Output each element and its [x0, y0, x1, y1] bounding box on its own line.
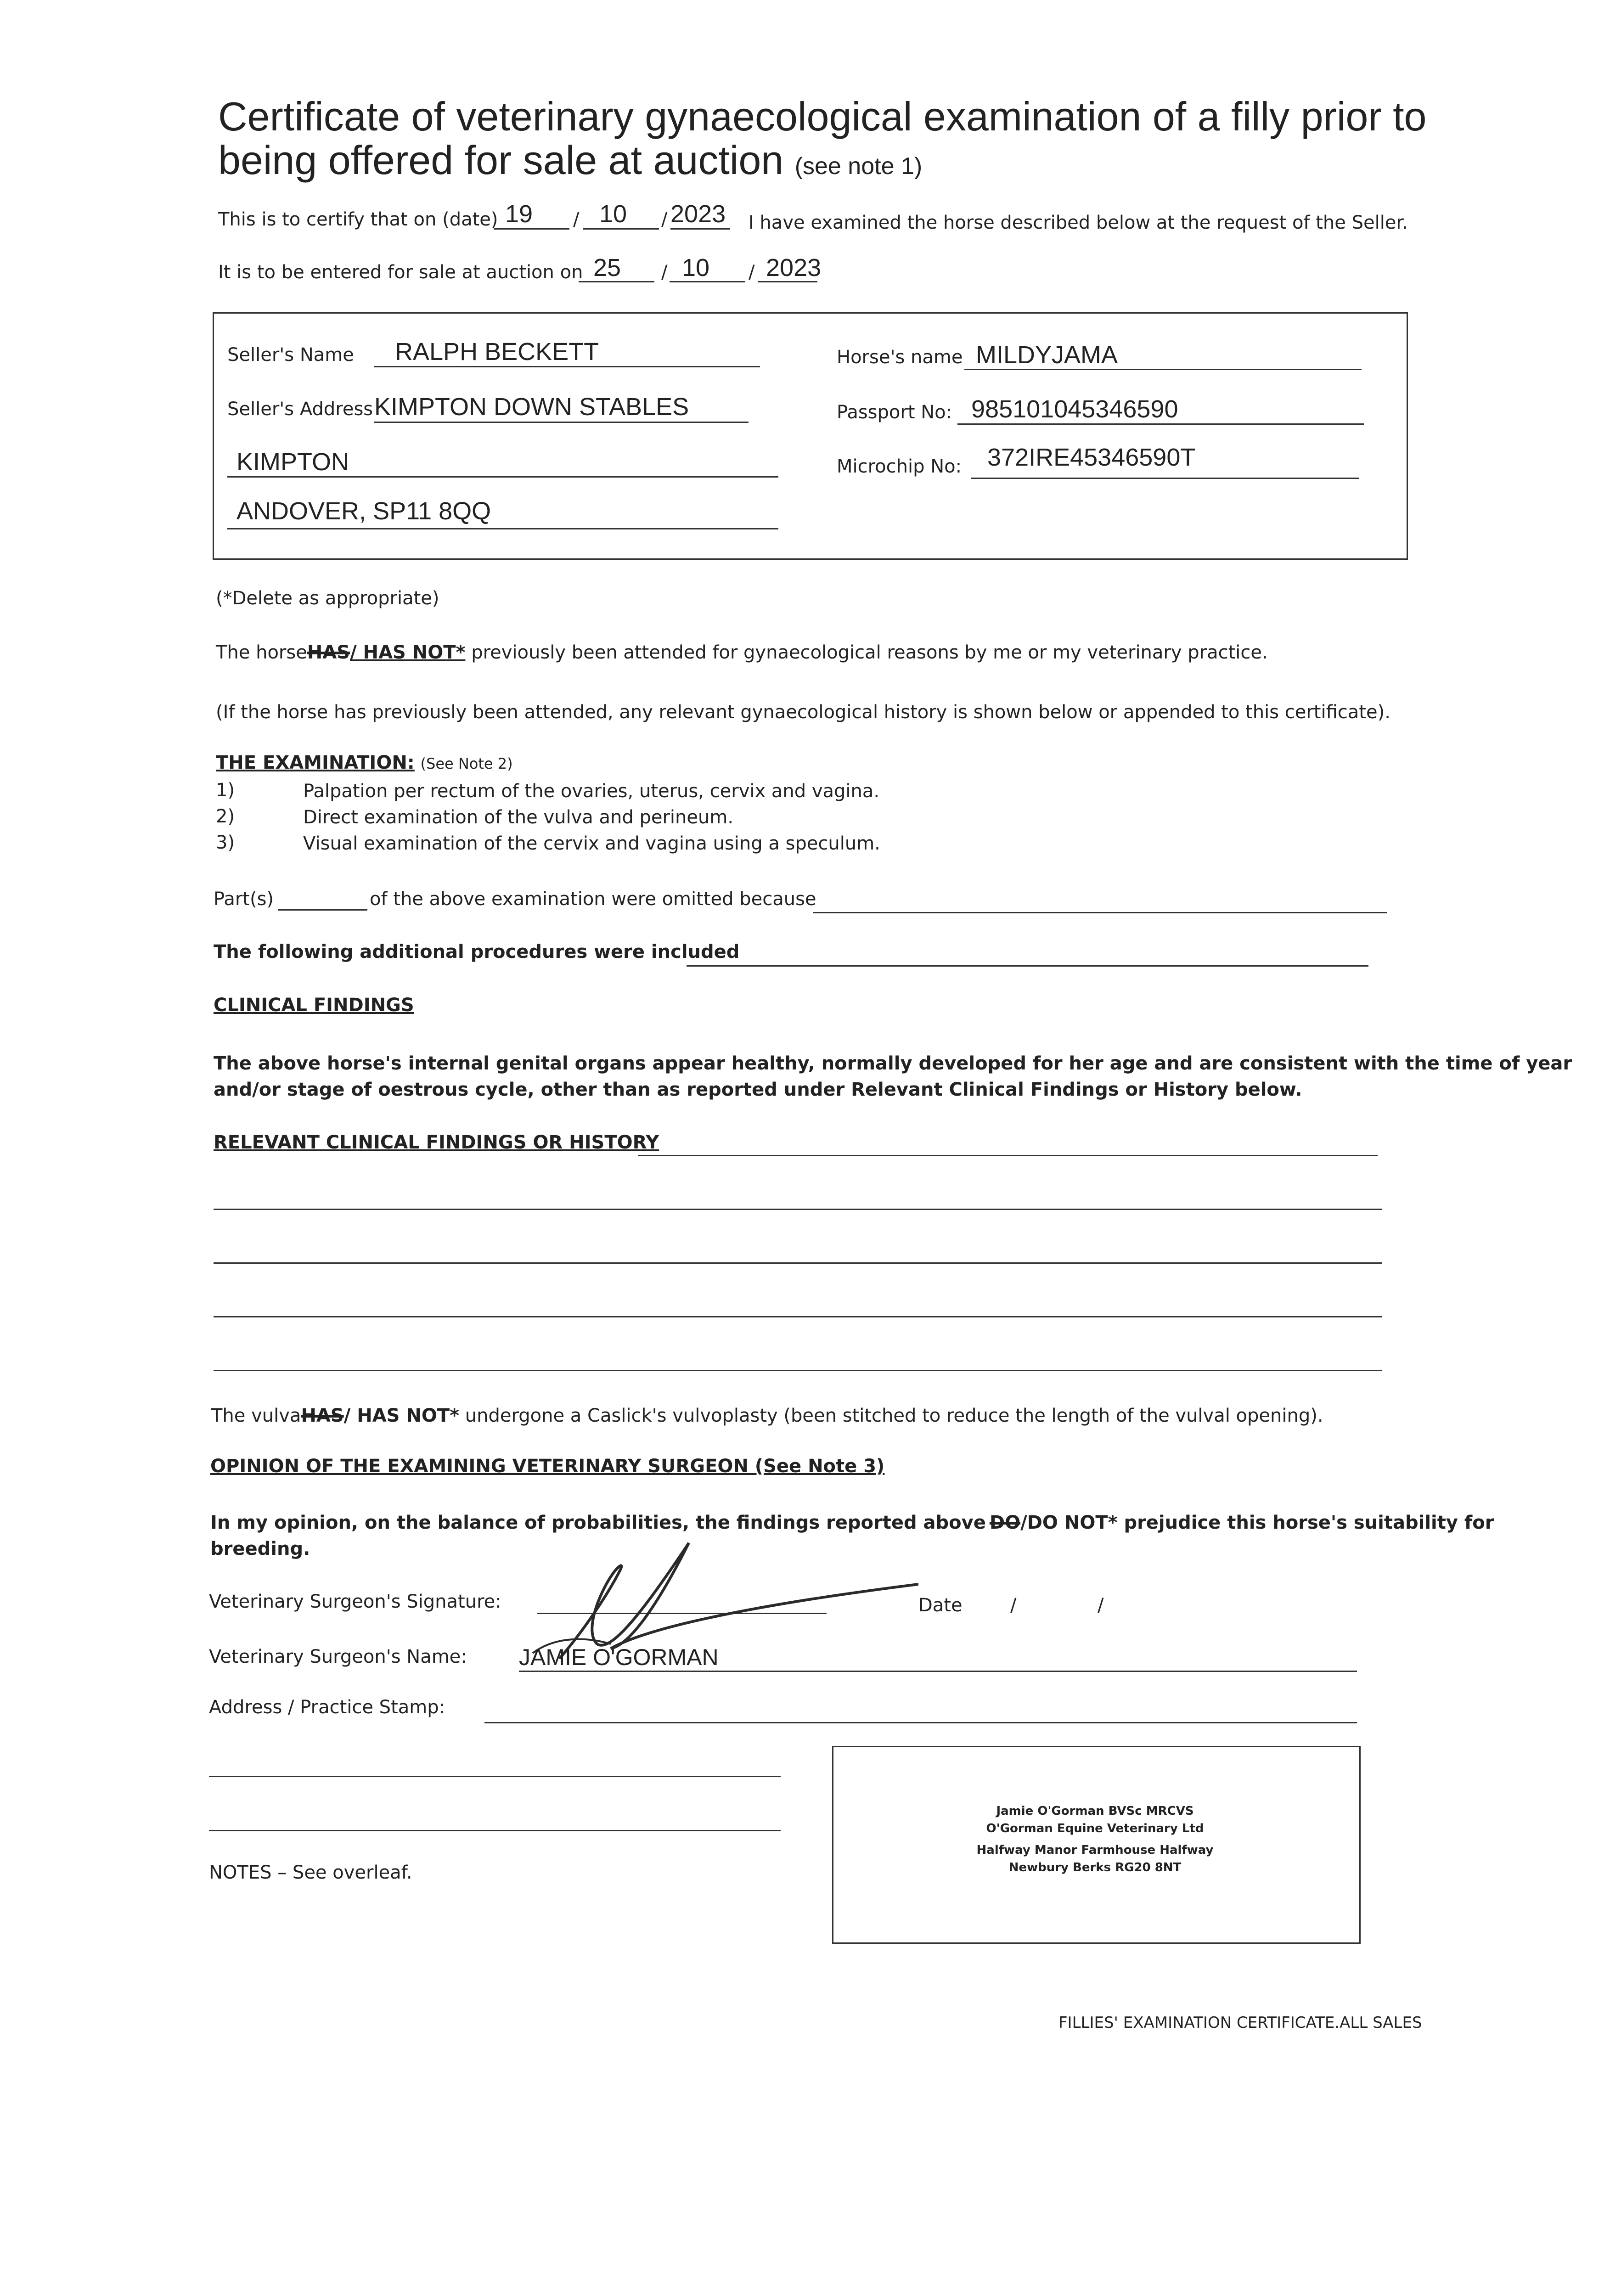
address-line: [209, 1776, 781, 1777]
seller-name-label: Seller's Name: [227, 344, 354, 366]
vulva-suffix: undergone a Caslick's vulvoplasty (been stitched to reduce the length of the vulval opening).: [465, 1405, 1323, 1426]
exam-year: 2023: [670, 200, 726, 228]
exam-day: 19: [505, 200, 533, 228]
title-text: being offered for sale at auction: [218, 137, 784, 183]
date-sep: /: [573, 209, 580, 230]
relevant-line: [214, 1209, 1382, 1210]
exam-day-line: [494, 228, 569, 230]
exam-year-line: [670, 228, 730, 230]
vulva-struck: HAS: [301, 1405, 344, 1426]
clinical-statement-line1: The above horse's internal genital organs appear healthy, normally developed for her age and are consistent with the time of year: [214, 1053, 1572, 1074]
vulva-option: / HAS NOT*: [343, 1405, 460, 1426]
auction-day: 25: [593, 254, 621, 281]
attended-suffix: previously been attended for gynaecological reasons by me or my veterinary practice.: [471, 642, 1268, 663]
date-label: Date: [918, 1595, 963, 1616]
relevant-line: [638, 1155, 1378, 1156]
omitted-line: [813, 912, 1387, 913]
microchip-line: [971, 478, 1359, 479]
address-line: [209, 1830, 781, 1831]
date-sep: /: [661, 209, 668, 230]
exam-item-num: 3): [216, 832, 235, 853]
vet-name: JAMIE O'GORMAN: [519, 1644, 719, 1670]
exam-item-text: Direct examination of the vulva and perineum.: [303, 807, 734, 828]
date-sep: /: [1098, 1595, 1104, 1616]
vet-name-line: [519, 1671, 1357, 1672]
auction-label: It is to be entered for sale at auction on: [218, 262, 583, 283]
date-sep: /: [749, 262, 755, 283]
opinion-prefix: In my opinion, on the balance of probabilities, the findings reported above: [210, 1512, 986, 1533]
stamp-line4: Newbury Berks RG20 8NT: [1008, 1861, 1182, 1874]
relevant-line: [214, 1370, 1382, 1371]
signature-label: Veterinary Surgeon's Signature:: [209, 1591, 501, 1612]
exam-month-line: [583, 228, 659, 230]
exam-item-text: Visual examination of the cervix and vagina using a speculum.: [303, 833, 880, 854]
auction-year: 2023: [766, 254, 822, 281]
relevant-line: [214, 1316, 1382, 1317]
examined-text: I have examined the horse described below at the request of the Seller.: [749, 212, 1408, 233]
stamp-line2: O'Gorman Equine Veterinary Ltd: [986, 1822, 1204, 1835]
microchip-number: 372IRE45346590T: [987, 444, 1196, 471]
practice-stamp-line: [484, 1722, 1357, 1723]
relevant-heading: RELEVANT CLINICAL FINDINGS OR HISTORY: [214, 1132, 659, 1153]
history-note: (If the horse has previously been attended, any relevant gynaecological history is shown below or appended to this certificate).: [216, 702, 1390, 723]
page-title-line1: Certificate of veterinary gynaecological examination of a filly prior to: [218, 94, 1427, 139]
passport-number: 985101045346590: [971, 395, 1178, 423]
seller-address-label: Seller's Address: [227, 399, 373, 420]
attended-statement: [216, 642, 1268, 663]
opinion-suffix: /DO NOT* prejudice this horse's suitability for: [1020, 1512, 1494, 1533]
certify-label: This is to certify that on (date): [218, 209, 498, 230]
seller-name-line: [374, 366, 760, 367]
examination-title: THE EXAMINATION:: [216, 752, 415, 773]
attended-struck: HAS: [307, 642, 350, 663]
vet-name-label: Veterinary Surgeon's Name:: [209, 1646, 467, 1667]
omitted-label: of the above examination were omitted because: [370, 889, 816, 910]
exam-month: 10: [599, 200, 627, 228]
notes-label: NOTES – See overleaf.: [209, 1862, 412, 1883]
practice-stamp-label: Address / Practice Stamp:: [209, 1697, 445, 1718]
opinion-struck: DO: [989, 1512, 1021, 1533]
seller-name: RALPH BECKETT: [395, 338, 599, 366]
seller-address-line1: [374, 422, 749, 423]
auction-month: 10: [682, 254, 710, 281]
vulva-prefix: The vulva: [211, 1405, 301, 1426]
delete-note: (*Delete as appropriate): [216, 588, 439, 609]
opinion-line2: breeding.: [210, 1538, 310, 1559]
page-title-line2: [218, 137, 923, 183]
clinical-heading: CLINICAL FINDINGS: [214, 995, 414, 1016]
attended-prefix: The horse: [216, 642, 307, 663]
examination-note: (See Note 2): [420, 755, 513, 772]
date-sep: /: [661, 262, 668, 283]
seller-address1: KIMPTON DOWN STABLES: [374, 393, 689, 421]
additional-label: The following additional procedures were included: [214, 941, 740, 962]
vulva-statement: [211, 1405, 1323, 1426]
stamp-line3: Halfway Manor Farmhouse Halfway: [976, 1843, 1214, 1857]
relevant-line: [214, 1262, 1382, 1264]
passport-line: [957, 423, 1364, 425]
opinion-heading: OPINION OF THE EXAMINING VETERINARY SURGEON (See Note 3): [210, 1456, 885, 1477]
parts-label: Part(s): [214, 889, 274, 910]
horse-name-label: Horse's name: [837, 347, 963, 368]
passport-label: Passport No:: [837, 402, 952, 423]
seller-address-line3: [227, 528, 778, 529]
exam-item-text: Palpation per rectum of the ovaries, uterus, cervix and vagina.: [303, 781, 880, 802]
horse-name: MILDYJAMA: [976, 341, 1118, 369]
clinical-statement-line2: and/or stage of oestrous cycle, other than as reported under Relevant Clinical Findings or History below.: [214, 1079, 1302, 1100]
title-note: (see note 1): [794, 153, 923, 180]
date-sep: /: [1010, 1595, 1017, 1616]
examination-heading: [216, 752, 513, 773]
opinion-line1: [210, 1512, 1494, 1533]
footer-label: FILLIES' EXAMINATION CERTIFICATE.ALL SALES: [1058, 2014, 1422, 2032]
exam-item-num: 2): [216, 806, 235, 827]
seller-address2: KIMPTON: [236, 448, 349, 476]
exam-item-num: 1): [216, 780, 235, 801]
additional-line: [687, 965, 1368, 967]
seller-address-line2: [227, 476, 778, 478]
seller-address3: ANDOVER, SP11 8QQ: [236, 497, 491, 525]
attended-option: / HAS NOT*: [350, 642, 466, 663]
stamp-line1: Jamie O'Gorman BVSc MRCVS: [996, 1804, 1194, 1818]
parts-line: [278, 909, 367, 911]
microchip-label: Microchip No:: [837, 456, 962, 477]
